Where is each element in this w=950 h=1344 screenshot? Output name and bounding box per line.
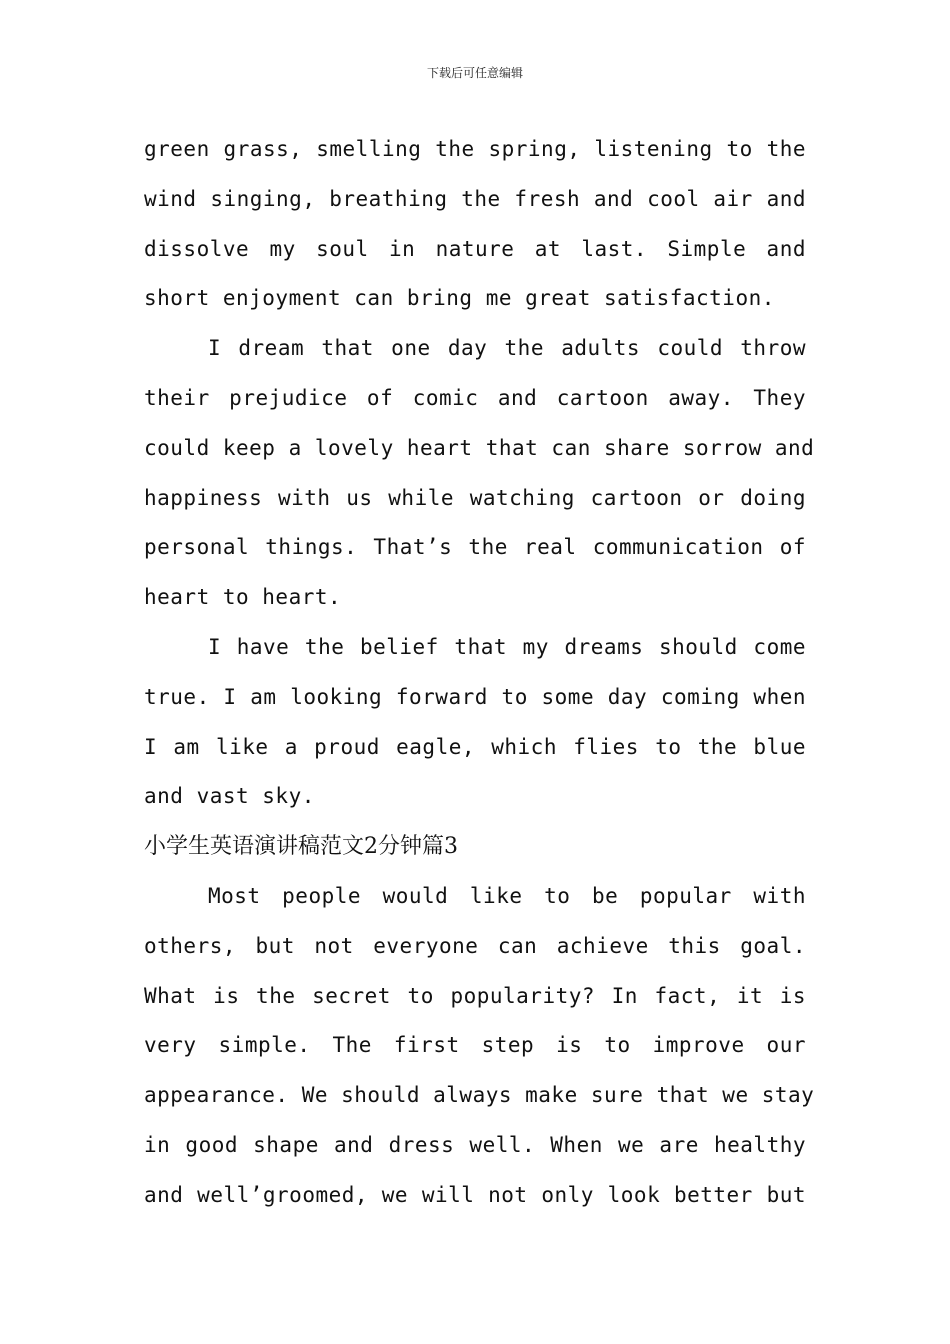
text-line: What is the secret to popularity? In fact, it is (144, 983, 806, 1008)
page-header: 下载后可任意编辑 (426, 66, 523, 80)
text-line: I have the belief that my dreams should come (208, 634, 806, 659)
text-line: appearance. We should always make sure that we stay (144, 1083, 815, 1108)
text-line: true. I am looking forward to some day coming when (144, 684, 806, 709)
text-line: wind singing, breathing the fresh and cool air and (144, 186, 806, 211)
text-line: happiness with us while watching cartoon or doing (144, 485, 806, 510)
paragraph-nature (144, 125, 806, 324)
paragraph-popularity (144, 872, 815, 1221)
text-line: green grass, smelling the spring, listening to the (144, 137, 806, 161)
text-line: short enjoyment can bring me great satisfaction. (144, 286, 775, 311)
text-line: personal things. That’s the real communication of (144, 535, 806, 560)
text-line: and well’groomed, we will not only look better but (144, 1182, 806, 1207)
document-body (144, 125, 815, 1221)
text-line: I am like a proud eagle, which flies to the blue (144, 734, 806, 759)
text-line: Most people would like to be popular with (208, 883, 806, 908)
text-line: very simple. The first step is to improve our (144, 1033, 806, 1058)
paragraph-dream (144, 324, 815, 623)
text-line: in good shape and dress well. When we are healthy (144, 1132, 806, 1157)
text-line: their prejudice of comic and cartoon away. They (144, 385, 806, 410)
text-line: could keep a lovely heart that can share sorrow and (144, 435, 815, 460)
section-heading: 小学生英语演讲稿范文2分钟篇3 (144, 834, 458, 860)
text-line: dissolve my soul in nature at last. Simple and (144, 236, 806, 261)
paragraph-belief (144, 623, 806, 822)
text-line: and vast sky. (144, 784, 315, 809)
text-line: heart to heart. (144, 585, 342, 610)
text-line: I dream that one day the adults could throw (208, 336, 806, 361)
text-line: others, but not everyone can achieve this goal. (144, 933, 806, 958)
